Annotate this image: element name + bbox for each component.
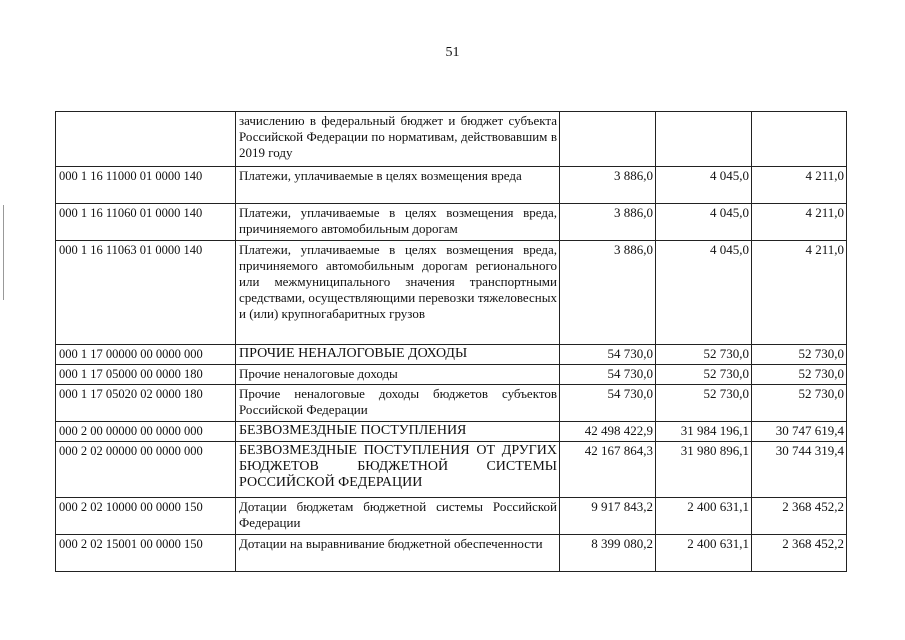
budget-code-cell: 000 2 02 00000 00 0000 000 xyxy=(56,442,236,498)
amount-cell-col3: 30 744 319,4 xyxy=(752,442,847,498)
amount-cell-col1: 54 730,0 xyxy=(560,345,656,365)
page-number: 51 xyxy=(445,45,460,60)
revenue-name-cell: Прочие неналоговые доходы бюджетов субъектов Российской Федерации xyxy=(236,385,560,422)
budget-code-cell: 000 1 17 05000 00 0000 180 xyxy=(56,365,236,385)
revenue-name-cell: БЕЗВОЗМЕЗДНЫЕ ПОСТУПЛЕНИЯ ОТ ДРУГИХ БЮДЖЕТОВ БЮДЖЕТНОЙ СИСТЕМЫ РОССИЙСКОЙ ФЕДЕРАЦИИ xyxy=(236,442,560,498)
revenue-name-cell: Платежи, уплачиваемые в целях возмещения вреда, причиняемого автомобильным дорогам xyxy=(236,204,560,241)
budget-code-cell: 000 2 02 15001 00 0000 150 xyxy=(56,535,236,572)
table-row xyxy=(56,498,847,535)
table-row xyxy=(56,112,847,167)
amount-cell-col3 xyxy=(752,112,847,167)
amount-cell-col2: 31 980 896,1 xyxy=(656,442,752,498)
amount-cell-col1: 3 886,0 xyxy=(560,167,656,204)
amount-cell-col1 xyxy=(560,112,656,167)
amount-cell-col3: 52 730,0 xyxy=(752,365,847,385)
table-row xyxy=(56,442,847,498)
amount-cell-col3: 30 747 619,4 xyxy=(752,422,847,442)
amount-cell-col1: 3 886,0 xyxy=(560,204,656,241)
amount-cell-col2: 4 045,0 xyxy=(656,241,752,345)
amount-cell-col1: 3 886,0 xyxy=(560,241,656,345)
table-row xyxy=(56,385,847,422)
amount-cell-col3: 4 211,0 xyxy=(752,204,847,241)
amount-cell-col2: 2 400 631,1 xyxy=(656,498,752,535)
amount-cell-col3: 2 368 452,2 xyxy=(752,498,847,535)
amount-cell-col1: 54 730,0 xyxy=(560,365,656,385)
table-row xyxy=(56,167,847,204)
budget-code-cell: 000 1 16 11060 01 0000 140 xyxy=(56,204,236,241)
table-row xyxy=(56,422,847,442)
revenue-name-cell: Платежи, уплачиваемые в целях возмещения вреда, причиняемого автомобильным дорогам регионального или межмуниципального значения транспортными средствами, осуществляющими перевозки тяжеловесных и (или) крупногабаритных грузов xyxy=(236,241,560,345)
amount-cell-col2: 4 045,0 xyxy=(656,204,752,241)
revenue-name-cell: Прочие неналоговые доходы xyxy=(236,365,560,385)
amount-cell-col3: 52 730,0 xyxy=(752,345,847,365)
amount-cell-col2: 4 045,0 xyxy=(656,167,752,204)
table-row xyxy=(56,241,847,345)
revenue-name-cell: Дотации на выравнивание бюджетной обеспеченности xyxy=(236,535,560,572)
budget-code-cell: 000 1 17 00000 00 0000 000 xyxy=(56,345,236,365)
revenue-name-cell: Дотации бюджетам бюджетной системы Российской Федерации xyxy=(236,498,560,535)
amount-cell-col2: 52 730,0 xyxy=(656,365,752,385)
revenue-name-cell: БЕЗВОЗМЕЗДНЫЕ ПОСТУПЛЕНИЯ xyxy=(236,422,560,442)
amount-cell-col1: 42 498 422,9 xyxy=(560,422,656,442)
table-row xyxy=(56,365,847,385)
budget-code-cell xyxy=(56,112,236,167)
revenue-name-cell: зачислению в федеральный бюджет и бюджет субъекта Российской Федерации по нормативам, действовавшим в 2019 году xyxy=(236,112,560,167)
amount-cell-col2: 31 984 196,1 xyxy=(656,422,752,442)
amount-cell-col1: 9 917 843,2 xyxy=(560,498,656,535)
amount-cell-col3: 2 368 452,2 xyxy=(752,535,847,572)
amount-cell-col2 xyxy=(656,112,752,167)
revenue-name-cell: Платежи, уплачиваемые в целях возмещения вреда xyxy=(236,167,560,204)
table-row xyxy=(56,345,847,365)
budget-code-cell: 000 2 00 00000 00 0000 000 xyxy=(56,422,236,442)
table-row xyxy=(56,535,847,572)
budget-code-cell: 000 1 17 05020 02 0000 180 xyxy=(56,385,236,422)
amount-cell-col3: 4 211,0 xyxy=(752,241,847,345)
budget-revenue-table xyxy=(55,111,847,572)
budget-code-cell: 000 2 02 10000 00 0000 150 xyxy=(56,498,236,535)
amount-cell-col3: 4 211,0 xyxy=(752,167,847,204)
amount-cell-col2: 2 400 631,1 xyxy=(656,535,752,572)
amount-cell-col1: 42 167 864,3 xyxy=(560,442,656,498)
scan-edge-mark xyxy=(3,205,4,300)
amount-cell-col1: 54 730,0 xyxy=(560,385,656,422)
amount-cell-col1: 8 399 080,2 xyxy=(560,535,656,572)
revenue-name-cell: ПРОЧИЕ НЕНАЛОГОВЫЕ ДОХОДЫ xyxy=(236,345,560,365)
amount-cell-col3: 52 730,0 xyxy=(752,385,847,422)
amount-cell-col2: 52 730,0 xyxy=(656,385,752,422)
budget-code-cell: 000 1 16 11063 01 0000 140 xyxy=(56,241,236,345)
amount-cell-col2: 52 730,0 xyxy=(656,345,752,365)
table-row xyxy=(56,204,847,241)
budget-code-cell: 000 1 16 11000 01 0000 140 xyxy=(56,167,236,204)
